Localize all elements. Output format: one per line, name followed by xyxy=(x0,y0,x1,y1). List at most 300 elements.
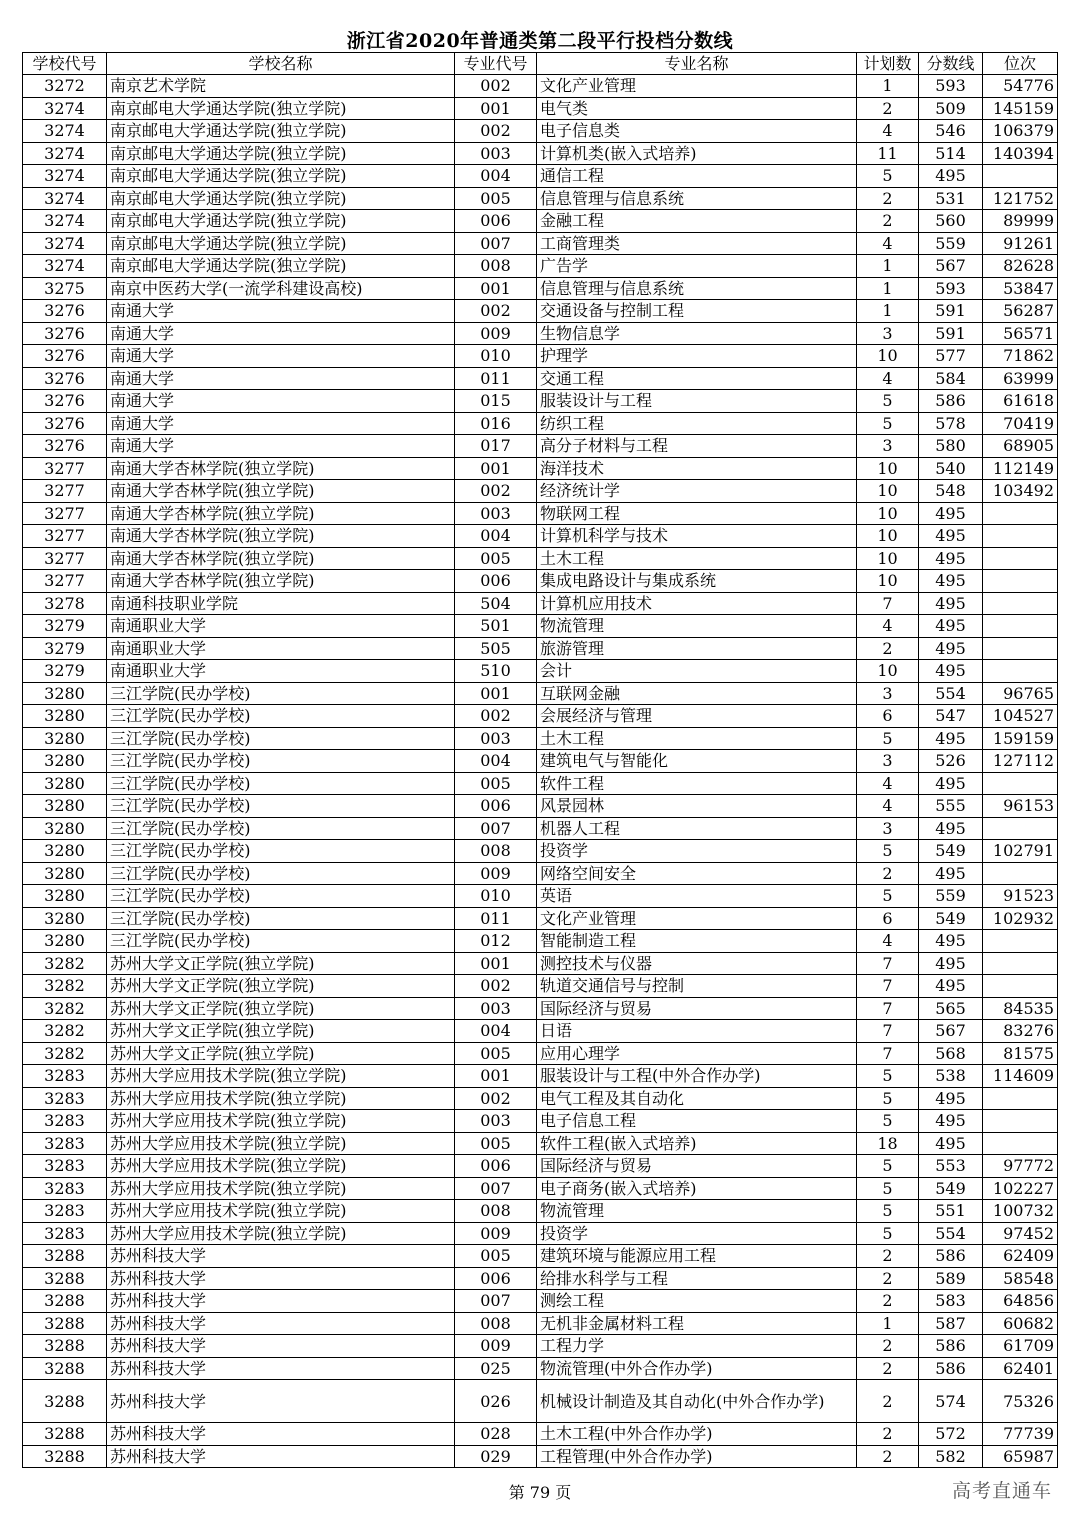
major-name-cell: 物流管理 xyxy=(537,615,857,638)
major-name-cell: 国际经济与贸易 xyxy=(537,1155,857,1178)
score-line-cell: 495 xyxy=(919,502,983,525)
school-code-cell: 3288 xyxy=(23,1357,107,1380)
school-name-cell: 南京中医药大学(一流学科建设高校) xyxy=(107,277,455,300)
rank-cell: 64856 xyxy=(983,1290,1058,1313)
plan-count-cell: 4 xyxy=(857,232,919,255)
rank-cell: 112149 xyxy=(983,457,1058,480)
school-name-cell: 三江学院(民办学校) xyxy=(107,727,455,750)
rank-cell xyxy=(983,547,1058,570)
school-code-cell: 3288 xyxy=(23,1445,107,1468)
rank-cell xyxy=(983,660,1058,683)
school-code-cell: 3274 xyxy=(23,165,107,188)
plan-count-cell: 2 xyxy=(857,1380,919,1423)
table-row xyxy=(23,187,1058,210)
major-code-cell: 505 xyxy=(455,637,537,660)
score-line-cell: 578 xyxy=(919,412,983,435)
school-code-cell: 3276 xyxy=(23,322,107,345)
school-code-cell: 3276 xyxy=(23,345,107,368)
plan-count-cell: 10 xyxy=(857,457,919,480)
major-code-cell: 008 xyxy=(455,840,537,863)
school-name-cell: 苏州大学应用技术学院(独立学院) xyxy=(107,1087,455,1110)
rank-cell: 77739 xyxy=(983,1423,1058,1446)
major-name-cell: 信息管理与信息系统 xyxy=(537,187,857,210)
school-code-cell: 3278 xyxy=(23,592,107,615)
major-name-cell: 高分子材料与工程 xyxy=(537,435,857,458)
score-line-cell: 495 xyxy=(919,817,983,840)
major-code-cell: 009 xyxy=(455,1222,537,1245)
rank-cell: 56571 xyxy=(983,322,1058,345)
school-code-cell: 3274 xyxy=(23,255,107,278)
school-name-cell: 南京艺术学院 xyxy=(107,75,455,98)
major-name-cell: 建筑电气与智能化 xyxy=(537,750,857,773)
major-name-cell: 工商管理类 xyxy=(537,232,857,255)
score-line-cell: 553 xyxy=(919,1155,983,1178)
score-line-cell: 554 xyxy=(919,682,983,705)
score-line-cell: 584 xyxy=(919,367,983,390)
school-name-cell: 苏州大学应用技术学院(独立学院) xyxy=(107,1065,455,1088)
table-row xyxy=(23,457,1058,480)
school-code-cell: 3276 xyxy=(23,435,107,458)
school-code-cell: 3280 xyxy=(23,750,107,773)
major-code-cell: 009 xyxy=(455,862,537,885)
rank-cell: 100732 xyxy=(983,1200,1058,1223)
major-name-cell: 护理学 xyxy=(537,345,857,368)
score-line-cell: 587 xyxy=(919,1312,983,1335)
table-row xyxy=(23,547,1058,570)
plan-count-cell: 5 xyxy=(857,1177,919,1200)
header-score-line: 分数线 xyxy=(919,53,983,75)
table-row xyxy=(23,1222,1058,1245)
school-code-cell: 3279 xyxy=(23,637,107,660)
table-row xyxy=(23,255,1058,278)
table-body xyxy=(23,75,1058,1468)
plan-count-cell: 7 xyxy=(857,975,919,998)
major-code-cell: 004 xyxy=(455,750,537,773)
plan-count-cell: 10 xyxy=(857,660,919,683)
plan-count-cell: 7 xyxy=(857,1020,919,1043)
major-name-cell: 建筑环境与能源应用工程 xyxy=(537,1245,857,1268)
table-row xyxy=(23,232,1058,255)
score-line-cell: 551 xyxy=(919,1200,983,1223)
major-code-cell: 002 xyxy=(455,975,537,998)
major-code-cell: 006 xyxy=(455,1155,537,1178)
score-line-cell: 514 xyxy=(919,142,983,165)
major-code-cell: 001 xyxy=(455,682,537,705)
major-code-cell: 501 xyxy=(455,615,537,638)
header-rank: 位次 xyxy=(983,53,1058,75)
plan-count-cell: 5 xyxy=(857,1200,919,1223)
major-code-cell: 025 xyxy=(455,1357,537,1380)
major-code-cell: 009 xyxy=(455,322,537,345)
score-line-cell: 495 xyxy=(919,1132,983,1155)
table-row xyxy=(23,1290,1058,1313)
major-code-cell: 008 xyxy=(455,1312,537,1335)
table-row xyxy=(23,277,1058,300)
school-name-cell: 南通大学 xyxy=(107,390,455,413)
major-name-cell: 网络空间安全 xyxy=(537,862,857,885)
major-name-cell: 智能制造工程 xyxy=(537,930,857,953)
score-line-cell: 495 xyxy=(919,165,983,188)
school-name-cell: 南通大学 xyxy=(107,367,455,390)
school-code-cell: 3282 xyxy=(23,997,107,1020)
admission-score-table xyxy=(22,52,1058,1468)
rank-cell: 97772 xyxy=(983,1155,1058,1178)
rank-cell: 97452 xyxy=(983,1222,1058,1245)
rank-cell: 104527 xyxy=(983,705,1058,728)
rank-cell xyxy=(983,862,1058,885)
plan-count-cell: 10 xyxy=(857,502,919,525)
major-code-cell: 006 xyxy=(455,795,537,818)
score-line-cell: 495 xyxy=(919,637,983,660)
score-line-cell: 559 xyxy=(919,232,983,255)
school-code-cell: 3280 xyxy=(23,930,107,953)
school-code-cell: 3280 xyxy=(23,817,107,840)
school-name-cell: 南通大学杏林学院(独立学院) xyxy=(107,525,455,548)
school-code-cell: 3280 xyxy=(23,907,107,930)
school-code-cell: 3283 xyxy=(23,1222,107,1245)
plan-count-cell: 1 xyxy=(857,75,919,98)
table-row xyxy=(23,322,1058,345)
score-line-cell: 555 xyxy=(919,795,983,818)
school-name-cell: 南通大学杏林学院(独立学院) xyxy=(107,457,455,480)
plan-count-cell: 5 xyxy=(857,165,919,188)
table-row xyxy=(23,1335,1058,1358)
plan-count-cell: 2 xyxy=(857,1267,919,1290)
watermark-text: 高考直通车 xyxy=(951,1480,1052,1502)
rank-cell: 68905 xyxy=(983,435,1058,458)
rank-cell xyxy=(983,570,1058,593)
plan-count-cell: 7 xyxy=(857,997,919,1020)
major-name-cell: 信息管理与信息系统 xyxy=(537,277,857,300)
school-name-cell: 三江学院(民办学校) xyxy=(107,907,455,930)
major-name-cell: 计算机应用技术 xyxy=(537,592,857,615)
rank-cell xyxy=(983,817,1058,840)
major-name-cell: 经济统计学 xyxy=(537,480,857,503)
plan-count-cell: 2 xyxy=(857,637,919,660)
major-name-cell: 电子信息类 xyxy=(537,120,857,143)
rank-cell: 96765 xyxy=(983,682,1058,705)
plan-count-cell: 6 xyxy=(857,705,919,728)
plan-count-cell: 2 xyxy=(857,187,919,210)
plan-count-cell: 2 xyxy=(857,1245,919,1268)
major-name-cell: 生物信息学 xyxy=(537,322,857,345)
school-name-cell: 三江学院(民办学校) xyxy=(107,817,455,840)
plan-count-cell: 7 xyxy=(857,592,919,615)
table-row xyxy=(23,1380,1058,1423)
score-line-cell: 546 xyxy=(919,120,983,143)
score-line-cell: 495 xyxy=(919,1110,983,1133)
school-code-cell: 3283 xyxy=(23,1155,107,1178)
major-code-cell: 001 xyxy=(455,1065,537,1088)
school-code-cell: 3283 xyxy=(23,1065,107,1088)
school-name-cell: 南京邮电大学通达学院(独立学院) xyxy=(107,232,455,255)
score-line-cell: 547 xyxy=(919,705,983,728)
rank-cell xyxy=(983,1110,1058,1133)
score-line-cell: 574 xyxy=(919,1380,983,1423)
major-code-cell: 510 xyxy=(455,660,537,683)
major-code-cell: 002 xyxy=(455,705,537,728)
major-code-cell: 004 xyxy=(455,1020,537,1043)
school-name-cell: 南通大学杏林学院(独立学院) xyxy=(107,547,455,570)
major-name-cell: 金融工程 xyxy=(537,210,857,233)
school-code-cell: 3288 xyxy=(23,1380,107,1423)
major-name-cell: 土木工程(中外合作办学) xyxy=(537,1423,857,1446)
rank-cell: 62409 xyxy=(983,1245,1058,1268)
page-number: 第 79 页 xyxy=(508,1483,572,1502)
school-code-cell: 3277 xyxy=(23,480,107,503)
school-name-cell: 南京邮电大学通达学院(独立学院) xyxy=(107,97,455,120)
school-code-cell: 3274 xyxy=(23,210,107,233)
school-code-cell: 3277 xyxy=(23,502,107,525)
major-code-cell: 011 xyxy=(455,907,537,930)
major-code-cell: 010 xyxy=(455,885,537,908)
school-name-cell: 苏州大学文正学院(独立学院) xyxy=(107,1020,455,1043)
score-line-cell: 586 xyxy=(919,390,983,413)
school-code-cell: 3274 xyxy=(23,232,107,255)
major-name-cell: 互联网金融 xyxy=(537,682,857,705)
score-line-cell: 554 xyxy=(919,1222,983,1245)
major-name-cell: 物流管理 xyxy=(537,1200,857,1223)
score-line-cell: 526 xyxy=(919,750,983,773)
major-code-cell: 504 xyxy=(455,592,537,615)
school-name-cell: 三江学院(民办学校) xyxy=(107,840,455,863)
major-name-cell: 投资学 xyxy=(537,1222,857,1245)
plan-count-cell: 11 xyxy=(857,142,919,165)
rank-cell: 159159 xyxy=(983,727,1058,750)
rank-cell xyxy=(983,952,1058,975)
table-row xyxy=(23,817,1058,840)
major-code-cell: 005 xyxy=(455,1245,537,1268)
school-code-cell: 3277 xyxy=(23,525,107,548)
major-name-cell: 海洋技术 xyxy=(537,457,857,480)
school-name-cell: 苏州大学文正学院(独立学院) xyxy=(107,975,455,998)
major-code-cell: 007 xyxy=(455,1290,537,1313)
school-name-cell: 南通职业大学 xyxy=(107,660,455,683)
school-code-cell: 3276 xyxy=(23,412,107,435)
table-row xyxy=(23,952,1058,975)
major-code-cell: 006 xyxy=(455,1267,537,1290)
major-code-cell: 007 xyxy=(455,232,537,255)
score-line-cell: 567 xyxy=(919,255,983,278)
major-name-cell: 英语 xyxy=(537,885,857,908)
school-name-cell: 苏州大学应用技术学院(独立学院) xyxy=(107,1155,455,1178)
plan-count-cell: 10 xyxy=(857,570,919,593)
major-code-cell: 001 xyxy=(455,277,537,300)
major-name-cell: 会展经济与管理 xyxy=(537,705,857,728)
header-major-code: 专业代号 xyxy=(455,53,537,75)
school-code-cell: 3283 xyxy=(23,1177,107,1200)
plan-count-cell: 10 xyxy=(857,547,919,570)
table-row xyxy=(23,930,1058,953)
table-row xyxy=(23,390,1058,413)
table-row xyxy=(23,1155,1058,1178)
table-row xyxy=(23,525,1058,548)
table-row xyxy=(23,480,1058,503)
table-row xyxy=(23,1132,1058,1155)
major-code-cell: 007 xyxy=(455,817,537,840)
score-line-cell: 495 xyxy=(919,975,983,998)
plan-count-cell: 4 xyxy=(857,930,919,953)
score-line-cell: 509 xyxy=(919,97,983,120)
rank-cell: 102932 xyxy=(983,907,1058,930)
major-code-cell: 002 xyxy=(455,75,537,98)
major-code-cell: 006 xyxy=(455,210,537,233)
major-name-cell: 机械设计制造及其自动化(中外合作办学) xyxy=(537,1380,857,1423)
school-code-cell: 3280 xyxy=(23,727,107,750)
table-row xyxy=(23,1087,1058,1110)
major-name-cell: 文化产业管理 xyxy=(537,907,857,930)
rank-cell: 70419 xyxy=(983,412,1058,435)
table-row xyxy=(23,1200,1058,1223)
major-code-cell: 008 xyxy=(455,255,537,278)
major-name-cell: 无机非金属材料工程 xyxy=(537,1312,857,1335)
score-line-cell: 495 xyxy=(919,952,983,975)
major-name-cell: 软件工程 xyxy=(537,772,857,795)
major-name-cell: 机器人工程 xyxy=(537,817,857,840)
table-row xyxy=(23,1312,1058,1335)
table-row xyxy=(23,412,1058,435)
school-code-cell: 3279 xyxy=(23,660,107,683)
table-row xyxy=(23,300,1058,323)
rank-cell xyxy=(983,637,1058,660)
school-code-cell: 3274 xyxy=(23,120,107,143)
school-name-cell: 苏州科技大学 xyxy=(107,1445,455,1468)
rank-cell: 82628 xyxy=(983,255,1058,278)
plan-count-cell: 10 xyxy=(857,525,919,548)
rank-cell: 91261 xyxy=(983,232,1058,255)
school-code-cell: 3277 xyxy=(23,457,107,480)
table-row xyxy=(23,795,1058,818)
school-name-cell: 三江学院(民办学校) xyxy=(107,772,455,795)
plan-count-cell: 5 xyxy=(857,840,919,863)
major-name-cell: 旅游管理 xyxy=(537,637,857,660)
major-name-cell: 广告学 xyxy=(537,255,857,278)
rank-cell: 75326 xyxy=(983,1380,1058,1423)
major-code-cell: 012 xyxy=(455,930,537,953)
school-name-cell: 苏州科技大学 xyxy=(107,1290,455,1313)
score-line-cell: 495 xyxy=(919,862,983,885)
score-line-cell: 559 xyxy=(919,885,983,908)
score-line-cell: 495 xyxy=(919,570,983,593)
rank-cell: 106379 xyxy=(983,120,1058,143)
major-code-cell: 026 xyxy=(455,1380,537,1423)
rank-cell xyxy=(983,615,1058,638)
score-line-cell: 549 xyxy=(919,840,983,863)
school-name-cell: 三江学院(民办学校) xyxy=(107,795,455,818)
rank-cell xyxy=(983,975,1058,998)
major-name-cell: 轨道交通信号与控制 xyxy=(537,975,857,998)
header-school-name: 学校名称 xyxy=(107,53,455,75)
plan-count-cell: 2 xyxy=(857,1335,919,1358)
school-code-cell: 3276 xyxy=(23,367,107,390)
major-name-cell: 日语 xyxy=(537,1020,857,1043)
school-name-cell: 南京邮电大学通达学院(独立学院) xyxy=(107,255,455,278)
school-name-cell: 南通大学杏林学院(独立学院) xyxy=(107,570,455,593)
major-name-cell: 测绘工程 xyxy=(537,1290,857,1313)
rank-cell: 54776 xyxy=(983,75,1058,98)
plan-count-cell: 3 xyxy=(857,682,919,705)
table-row xyxy=(23,1110,1058,1133)
table-row xyxy=(23,1267,1058,1290)
major-code-cell: 005 xyxy=(455,772,537,795)
rank-cell: 89999 xyxy=(983,210,1058,233)
school-name-cell: 苏州大学文正学院(独立学院) xyxy=(107,997,455,1020)
school-name-cell: 南京邮电大学通达学院(独立学院) xyxy=(107,120,455,143)
table-row xyxy=(23,637,1058,660)
school-code-cell: 3276 xyxy=(23,300,107,323)
table-row xyxy=(23,367,1058,390)
score-line-cell: 568 xyxy=(919,1042,983,1065)
rank-cell xyxy=(983,930,1058,953)
major-code-cell: 001 xyxy=(455,952,537,975)
plan-count-cell: 2 xyxy=(857,210,919,233)
major-name-cell: 计算机类(嵌入式培养) xyxy=(537,142,857,165)
rank-cell: 61618 xyxy=(983,390,1058,413)
rank-cell: 91523 xyxy=(983,885,1058,908)
table-row xyxy=(23,997,1058,1020)
plan-count-cell: 10 xyxy=(857,480,919,503)
plan-count-cell: 7 xyxy=(857,952,919,975)
rank-cell xyxy=(983,165,1058,188)
major-code-cell: 002 xyxy=(455,1087,537,1110)
school-code-cell: 3274 xyxy=(23,142,107,165)
school-name-cell: 南通科技职业学院 xyxy=(107,592,455,615)
table-row xyxy=(23,1020,1058,1043)
major-code-cell: 016 xyxy=(455,412,537,435)
rank-cell: 61709 xyxy=(983,1335,1058,1358)
rank-cell: 83276 xyxy=(983,1020,1058,1043)
table-header-row xyxy=(23,53,1058,75)
score-line-cell: 495 xyxy=(919,525,983,548)
school-name-cell: 三江学院(民办学校) xyxy=(107,705,455,728)
school-name-cell: 南通大学 xyxy=(107,345,455,368)
score-line-cell: 549 xyxy=(919,1177,983,1200)
table-row xyxy=(23,1065,1058,1088)
rank-cell xyxy=(983,592,1058,615)
plan-count-cell: 2 xyxy=(857,97,919,120)
school-name-cell: 苏州科技大学 xyxy=(107,1357,455,1380)
plan-count-cell: 2 xyxy=(857,1290,919,1313)
score-line-cell: 583 xyxy=(919,1290,983,1313)
school-name-cell: 三江学院(民办学校) xyxy=(107,885,455,908)
rank-cell: 103492 xyxy=(983,480,1058,503)
score-line-cell: 567 xyxy=(919,1020,983,1043)
plan-count-cell: 5 xyxy=(857,1087,919,1110)
major-code-cell: 001 xyxy=(455,457,537,480)
school-code-cell: 3283 xyxy=(23,1132,107,1155)
rank-cell: 121752 xyxy=(983,187,1058,210)
rank-cell: 56287 xyxy=(983,300,1058,323)
plan-count-cell: 1 xyxy=(857,255,919,278)
school-name-cell: 苏州科技大学 xyxy=(107,1245,455,1268)
school-name-cell: 南通职业大学 xyxy=(107,615,455,638)
major-code-cell: 004 xyxy=(455,165,537,188)
school-code-cell: 3288 xyxy=(23,1335,107,1358)
rank-cell: 71862 xyxy=(983,345,1058,368)
score-line-cell: 586 xyxy=(919,1357,983,1380)
major-name-cell: 国际经济与贸易 xyxy=(537,997,857,1020)
major-code-cell: 005 xyxy=(455,187,537,210)
rank-cell: 96153 xyxy=(983,795,1058,818)
major-name-cell: 工程管理(中外合作办学) xyxy=(537,1445,857,1468)
major-code-cell: 011 xyxy=(455,367,537,390)
plan-count-cell: 5 xyxy=(857,412,919,435)
score-line-cell: 495 xyxy=(919,547,983,570)
score-line-cell: 591 xyxy=(919,300,983,323)
major-code-cell: 017 xyxy=(455,435,537,458)
major-code-cell: 004 xyxy=(455,525,537,548)
school-name-cell: 南京邮电大学通达学院(独立学院) xyxy=(107,165,455,188)
